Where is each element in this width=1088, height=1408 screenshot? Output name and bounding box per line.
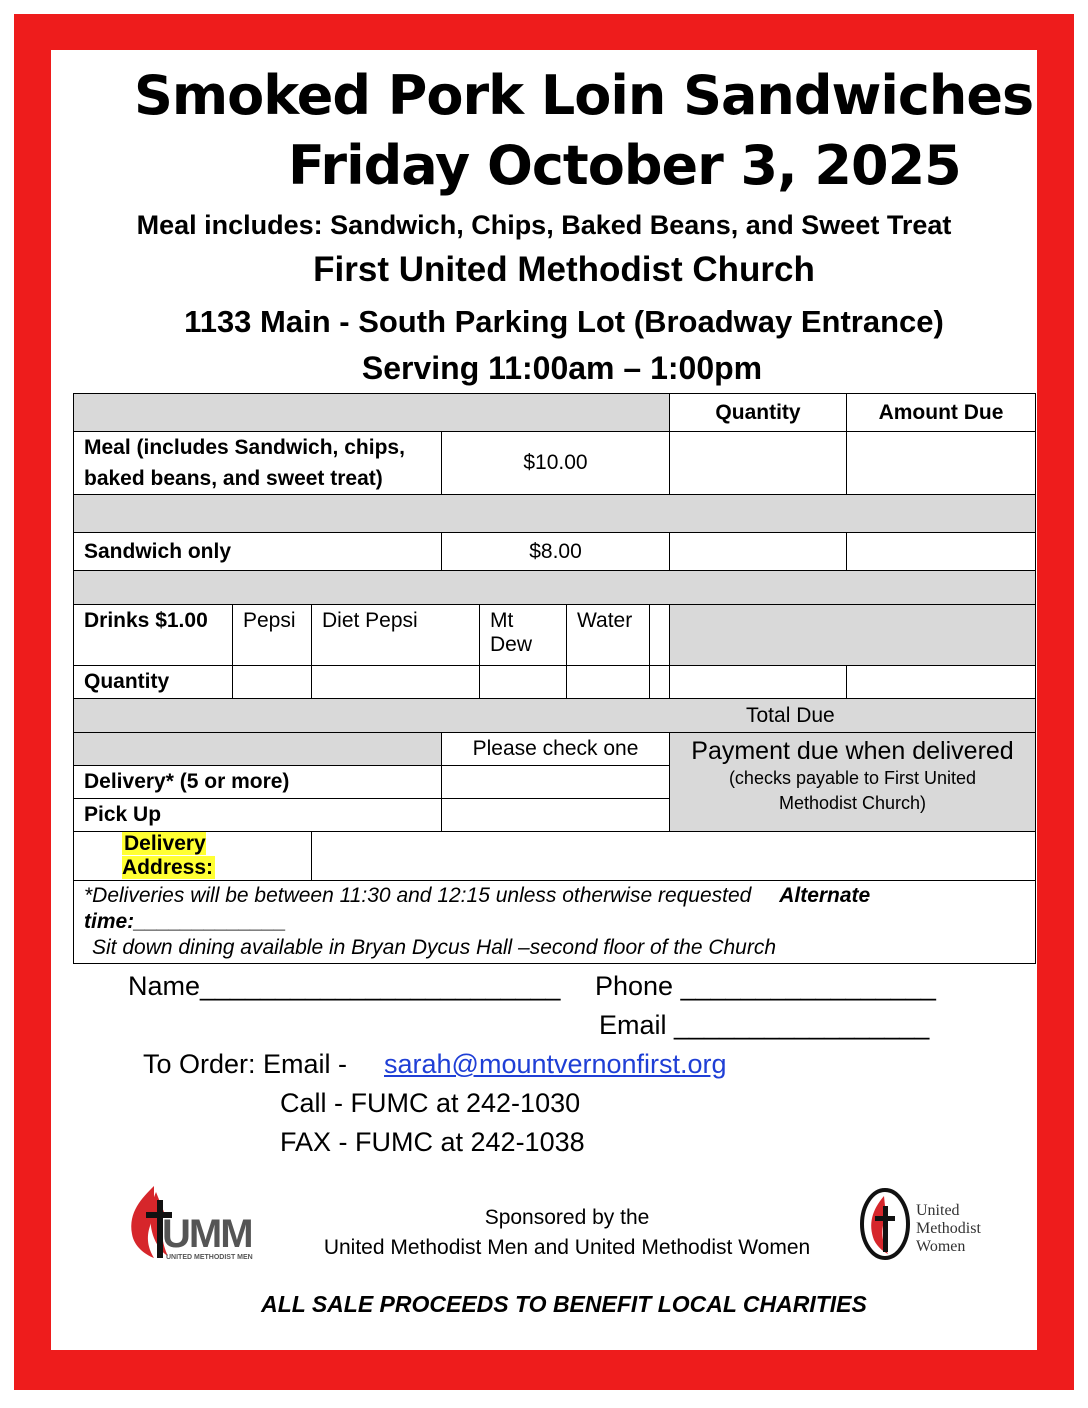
- fax-info: FAX - FUMC at 242-1038: [280, 1127, 585, 1157]
- umw-logo-text: [916, 1202, 981, 1256]
- pepsi-quantity-input[interactable]: [233, 666, 312, 699]
- meal-amount-input[interactable]: [847, 432, 1036, 495]
- shaded-spacer: [74, 495, 1036, 533]
- drink-extra-cell: [650, 605, 670, 666]
- to-order-label: To Order: Email -: [143, 1049, 348, 1079]
- drinks-shaded-cell: [670, 605, 1036, 666]
- meal-label: Meal (includes Sandwich, chips, baked beans, and sweet treat): [74, 432, 442, 495]
- pickup-checkbox[interactable]: [442, 799, 670, 832]
- payment-due-text: Payment due when delivered: [691, 737, 1014, 765]
- serving-time: Serving 11:00am – 1:00pm: [361, 350, 763, 386]
- title-line2: Friday October 3, 2025: [288, 134, 961, 197]
- meal-price: $10.00: [442, 432, 670, 495]
- pickup-label: Pick Up: [74, 799, 442, 832]
- umm-logo: [124, 1182, 274, 1266]
- umw-cross-flame-icon: [858, 1184, 912, 1262]
- water-quantity-input[interactable]: [567, 666, 650, 699]
- umw-logo-line2: Methodist: [916, 1220, 981, 1237]
- total-due-label: Total Due: [74, 699, 1036, 733]
- check-header-blank: [74, 733, 442, 766]
- drinks-label: Drinks $1.00: [74, 605, 233, 666]
- drinks-quantity-label: Quantity: [74, 666, 233, 699]
- drinks-amount-input[interactable]: [847, 666, 1036, 699]
- payment-checks-text: (checks payable to First United Methodist Church): [728, 768, 977, 813]
- delivery-window-note: [84, 883, 1025, 935]
- drink-diet-pepsi: Diet Pepsi: [312, 605, 480, 666]
- umw-logo: [858, 1184, 990, 1262]
- order-form-table: [73, 393, 1036, 964]
- delivery-label: Delivery* (5 or more): [74, 766, 442, 799]
- drink-extra-quantity: [650, 666, 670, 699]
- order-email-link[interactable]: sarah@mountvernonfirst.org: [384, 1049, 727, 1079]
- quantity-header: Quantity: [670, 394, 847, 432]
- church-address: 1133 Main - South Parking Lot (Broadway Entrance): [184, 304, 944, 339]
- sandwich-price: $8.00: [442, 533, 670, 571]
- sandwich-quantity-input[interactable]: [670, 533, 847, 571]
- meal-includes: Meal includes: Sandwich, Chips, Baked Beans, and Sweet Treat: [136, 210, 952, 240]
- delivery-checkbox[interactable]: [442, 766, 670, 799]
- proceeds-banner: ALL SALE PROCEEDS TO BENEFIT LOCAL CHARITIES: [261, 1291, 867, 1317]
- title-line1: Smoked Pork Loin Sandwiches: [134, 64, 1034, 127]
- dining-note: Sit down dining available in Bryan Dycus Hall –second floor of the Church: [92, 936, 777, 959]
- umm-logo-subtext: UNITED METHODIST MEN: [166, 1254, 253, 1261]
- payment-note-cell: [670, 733, 1036, 832]
- delivery-window-text: *Deliveries will be between 11:30 and 12:15 unless otherwise requested: [84, 884, 752, 907]
- amount-due-header: Amount Due: [847, 394, 1036, 432]
- delivery-address-input[interactable]: [312, 832, 1036, 881]
- mt-dew-quantity-input[interactable]: [480, 666, 567, 699]
- delivery-notes: [74, 881, 1036, 964]
- drinks-quantity-input[interactable]: [670, 666, 847, 699]
- drink-mt-dew: Mt Dew: [480, 605, 567, 666]
- header-blank-cell: [74, 394, 670, 432]
- drink-pepsi: Pepsi: [233, 605, 312, 666]
- umw-logo-line1: United: [916, 1202, 960, 1219]
- umw-logo-line3: Women: [916, 1238, 966, 1255]
- please-check-one: Please check one: [442, 733, 670, 766]
- sandwich-amount-input[interactable]: [847, 533, 1036, 571]
- shaded-spacer: [74, 571, 1036, 605]
- delivery-address-label-cell: [74, 832, 312, 881]
- sponsored-by-text: Sponsored by the: [484, 1206, 650, 1229]
- name-field[interactable]: Name________________________: [128, 971, 561, 1001]
- meal-quantity-input[interactable]: [670, 432, 847, 495]
- drink-water: Water: [567, 605, 650, 666]
- call-info: Call - FUMC at 242-1030: [280, 1088, 581, 1118]
- sponsor-block: [290, 1203, 844, 1263]
- diet-pepsi-quantity-input[interactable]: [312, 666, 480, 699]
- phone-field[interactable]: Phone _________________: [595, 971, 936, 1001]
- umm-logo-text: UMM: [162, 1212, 252, 1256]
- sponsor-organizations: United Methodist Men and United Methodist Women: [323, 1236, 811, 1259]
- delivery-address-label: Delivery Address:: [122, 832, 214, 879]
- church-name: First United Methodist Church: [313, 250, 815, 289]
- email-field[interactable]: Email _________________: [599, 1010, 930, 1040]
- sandwich-label: Sandwich only: [74, 533, 442, 571]
- alternate-time-field[interactable]: Alternate time:_____________: [84, 884, 871, 933]
